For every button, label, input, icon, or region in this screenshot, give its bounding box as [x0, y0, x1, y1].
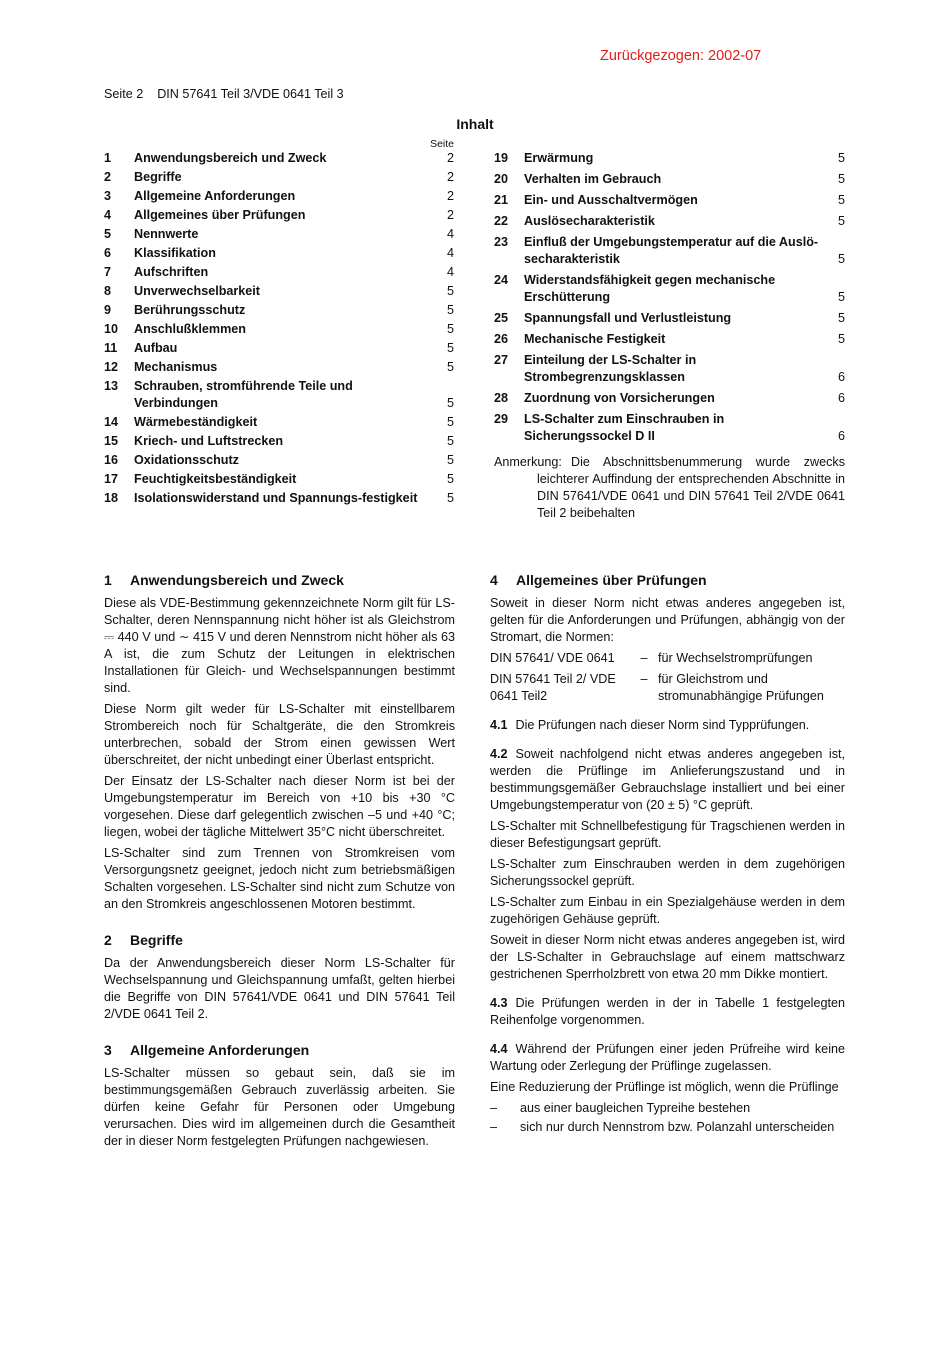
norm-dash: – — [640, 672, 648, 686]
toc-entry[interactable] — [104, 452, 454, 469]
toc-entry-number: 6 — [104, 246, 112, 260]
toc-entry-number: 16 — [104, 453, 119, 467]
toc-entry[interactable] — [104, 188, 454, 205]
list-bullet: – — [490, 1120, 498, 1134]
toc-entry-label: Aufschriften — [134, 265, 209, 279]
toc-entry[interactable] — [104, 169, 454, 186]
toc-entry-page: 6 — [837, 370, 845, 384]
norm-name: DIN 57641/ VDE 0641 — [490, 651, 615, 665]
toc-entry-number: 7 — [104, 265, 112, 279]
note-label: Anmerkung: — [494, 455, 562, 469]
toc-entry-number: 18 — [104, 491, 119, 505]
paragraph: Da der Anwendungsbereich dieser Norm LS-Schalter für Wechselspannung und Gleichspannung umfaßt, gelten hierbei die Begriffe von DIN 57641/VDE 0641 und DIN 57641 Teil 2/VDE 0641 Teil 2. — [104, 956, 455, 1021]
toc-entry[interactable] — [104, 414, 454, 431]
toc-entry-label: Aufbau — [134, 341, 178, 355]
paragraph: Diese Norm gilt weder für LS-Schalter mit einstellbarem Strombereich noch für Schaltgeräte, die den Stromkreis unterbrechen, sobald der Strom einen gewissen Wert überschreitet, der nicht unbedingt einer Überlast entspricht. — [104, 702, 455, 767]
toc-entry-label: Allgemeine Anforderungen — [134, 189, 296, 203]
norm-name: DIN 57641 Teil 2/ VDE 0641 Teil2 — [490, 672, 616, 703]
paragraph: LS-Schalter zum Einschrauben werden in dem zugehörigen Sicherungssockel geprüft. — [490, 857, 845, 888]
toc-entry[interactable] — [104, 359, 454, 376]
toc-entry-number: 22 — [494, 214, 509, 228]
toc-note — [494, 454, 845, 522]
toc-entry-page: 5 — [446, 434, 454, 448]
paragraph: LS-Schalter sind zum Trennen von Stromkreisen vom Versorgungsnetz geeignet, jedoch nicht zum betriebsmäßigen Schalten vorgesehen. LS-Schalter sind nicht zum Schutze von an den Stromkreis angeschlossenen Motoren bestimmt. — [104, 846, 455, 911]
toc-entry-number: 29 — [494, 412, 509, 426]
toc-entry-label: Allgemeines über Prüfungen — [134, 208, 306, 222]
toc-entry-number: 19 — [494, 151, 509, 165]
toc-entry-number: 26 — [494, 332, 509, 346]
subsection-number: 4.1 — [490, 718, 508, 732]
subsection-4-4 — [490, 1041, 845, 1075]
subsection-text: Die Prüfungen nach dieser Norm sind Typprüfungen. — [515, 718, 810, 732]
section-title: Begriffe — [130, 932, 183, 948]
list-item-text: sich nur durch Nennstrom bzw. Polanzahl unterscheiden — [520, 1120, 835, 1134]
paragraph: Soweit in dieser Norm nicht etwas anderes angegeben ist, wird der LS-Schalter in Gebrauchslage auf einem mattschwarz gestrichenen Sperrholzbrett von etwa 20 mm Dikke montiert. — [490, 933, 845, 981]
paragraph: LS-Schalter müssen so gebaut sein, daß sie im bestimmungsgemäßen Gebrauch zuverlässig arbeiten. Sie dürfen keine Gefahr für Personen oder Umgebung verursachen. Dies wird im allgemeinen durch die Gesamtheit der in dieser Norm festgelegten Prüfungen nachgewiesen. — [104, 1066, 455, 1148]
toc-entry-page: 5 — [446, 284, 454, 298]
list-item — [490, 1100, 845, 1117]
subsection-text: Die Prüfungen werden in der in Tabelle 1 festgelegten Reihenfolge vorgenommen. — [490, 996, 845, 1027]
toc-entry-number: 24 — [494, 273, 509, 287]
toc-entry[interactable] — [494, 411, 845, 445]
toc-entry-page: 5 — [446, 341, 454, 355]
toc-entry-label: Ein- und Ausschaltvermögen — [524, 193, 698, 207]
section-number: 4 — [490, 572, 498, 588]
toc-entry-label: Widerstandsfähigkeit gegen mechanische Erschütterung — [524, 273, 776, 304]
toc-entry-number: 1 — [104, 151, 112, 165]
toc-entry-label: Einfluß der Umgebungstemperatur auf die Auslö-secharakteristik — [524, 235, 819, 266]
right-text-column — [490, 571, 845, 1138]
toc-entry[interactable] — [104, 378, 454, 412]
paragraph: Diese als VDE-Bestimmung gekennzeichnete Norm gilt für LS-Schalter, deren Nennspannung nicht höher ist als Gleichstrom ⎓ 440 V und ∼ 415 V und deren Nennstrom nicht höher als 63 A ist, die zum Schutz der Leitungen in elektrischen Installationen für Gleich- und Wechselspannungen bestimmt sind. — [104, 596, 455, 695]
toc-entry-number: 27 — [494, 353, 509, 367]
norm-row — [490, 650, 845, 667]
toc-entry-label: Feuchtigkeitsbeständigkeit — [134, 472, 297, 486]
subsection-4-3 — [490, 995, 845, 1029]
toc-entry[interactable] — [494, 272, 845, 306]
toc-entry-number: 10 — [104, 322, 119, 336]
toc-entry-label: Anschlußklemmen — [134, 322, 246, 336]
toc-entry[interactable] — [104, 226, 454, 243]
toc-entry-page: 5 — [446, 322, 454, 336]
toc-entry[interactable] — [104, 321, 454, 338]
toc-entry-label: Einteilung der LS-Schalter in Strombegrenzungsklassen — [524, 353, 697, 384]
toc-entry-label: Mechanismus — [134, 360, 218, 374]
paragraph: LS-Schalter mit Schnellbefestigung für Tragschienen werden in dieser Befestigungsart geprüft. — [490, 819, 845, 850]
toc-entry[interactable] — [494, 150, 845, 167]
toc-entry-number: 3 — [104, 189, 112, 203]
toc-entry-label: Erwärmung — [524, 151, 594, 165]
toc-entry-number: 11 — [104, 341, 118, 355]
toc-title: Inhalt — [456, 116, 494, 132]
toc-entry-label: Oxidationsschutz — [134, 453, 239, 467]
toc-entry-page: 5 — [837, 332, 845, 346]
toc-entry[interactable] — [104, 283, 454, 300]
toc-entry-label: Schrauben, stromführende Teile und Verbindungen — [134, 379, 353, 410]
toc-entry-number: 20 — [494, 172, 509, 186]
section-title: Allgemeines über Prüfungen — [516, 572, 707, 588]
toc-entry[interactable] — [494, 213, 845, 230]
toc-entry[interactable] — [494, 192, 845, 209]
toc-entry-page: 5 — [837, 290, 845, 304]
section-number: 1 — [104, 572, 112, 588]
section-title: Anwendungsbereich und Zweck — [130, 572, 344, 588]
toc-entry[interactable] — [104, 207, 454, 224]
toc-entry[interactable] — [494, 390, 845, 407]
toc-entry-number: 5 — [104, 227, 112, 241]
toc-entry-page: 2 — [446, 151, 454, 165]
toc-entry-page: 5 — [446, 360, 454, 374]
subsection-4-1 — [490, 717, 845, 734]
toc-entry[interactable] — [104, 245, 454, 262]
toc-entry[interactable] — [494, 352, 845, 386]
left-text-column — [104, 571, 455, 1154]
toc-entry-label: Unverwechselbarkeit — [134, 284, 260, 298]
toc-entry-number: 14 — [104, 415, 119, 429]
toc-entry-number: 2 — [104, 170, 112, 184]
toc-entry-label: Kriech- und Luftstrecken — [134, 434, 284, 448]
toc-entry-label: Spannungsfall und Verlustleistung — [524, 311, 732, 325]
toc-entry-page: 5 — [837, 252, 845, 266]
toc-entry-page: 5 — [446, 303, 454, 317]
subsection-text: Soweit nachfolgend nicht etwas anderes angegeben ist, werden die Prüflinge im Anlieferungszustand und in bestimmungsgemäßer Gebrauchslage installiert und bei einer Umgebungstemperatur von (20 ± 5) °C geprüft. — [490, 747, 845, 812]
toc-entry-number: 28 — [494, 391, 509, 405]
toc-entry-label: Nennwerte — [134, 227, 199, 241]
toc-entry[interactable] — [104, 433, 454, 450]
list-item — [490, 1119, 845, 1136]
subsection-number: 4.3 — [490, 996, 508, 1010]
toc-entry-page: 5 — [446, 396, 454, 410]
withdrawn-notice: Zurückgezogen: 2002-07 — [600, 48, 762, 64]
section-title: Allgemeine Anforderungen — [130, 1042, 310, 1058]
section-number: 3 — [104, 1042, 112, 1058]
norm-desc: für Gleichstrom und stromunabhängige Prüfungen — [658, 672, 824, 703]
toc-entry-page: 5 — [837, 172, 845, 186]
toc-entry-label: LS-Schalter zum Einschrauben in Sicherungssockel D II — [524, 412, 725, 443]
toc-entry[interactable] — [494, 234, 845, 268]
toc-entry-number: 15 — [104, 434, 119, 448]
list-bullet: – — [490, 1101, 498, 1115]
toc-entry-label: Klassifikation — [134, 246, 216, 260]
norm-desc: für Wechselstromprüfungen — [658, 651, 813, 665]
norm-row — [490, 671, 845, 705]
section-heading — [104, 571, 455, 589]
toc-entry-page: 5 — [446, 415, 454, 429]
toc-entry-page: 2 — [446, 189, 454, 203]
section-heading — [104, 931, 455, 949]
toc-entry-page: 2 — [446, 170, 454, 184]
paragraph: LS-Schalter zum Einbau in ein Spezialgehäuse werden in dem zugehörigen Gehäuse geprüft. — [490, 895, 845, 926]
running-head: Seite 2 DIN 57641 Teil 3/VDE 0641 Teil 3 — [104, 87, 344, 101]
toc-entry-page: 5 — [446, 491, 454, 505]
toc-entry-number: 13 — [104, 379, 119, 393]
toc-entry-page: 5 — [837, 151, 845, 165]
toc-entry-label: Auslösecharakteristik — [524, 214, 655, 228]
subsection-number: 4.2 — [490, 747, 508, 761]
toc-entry-label: Isolationswiderstand und Spannungs-festigkeit — [134, 491, 418, 505]
norm-dash: – — [640, 651, 648, 665]
toc-entry-label: Begriffe — [134, 170, 182, 184]
section-heading — [490, 571, 845, 589]
toc-entry-number: 4 — [104, 208, 112, 222]
toc-right-column — [494, 150, 845, 449]
subsection-4-2 — [490, 746, 845, 814]
section-heading — [104, 1041, 455, 1059]
list-item-text: aus einer baugleichen Typreihe bestehen — [520, 1101, 751, 1115]
paragraph: Soweit in dieser Norm nicht etwas anderes angegeben ist, gelten für die Anforderungen und Prüfungen, abhängig von der Stromart, die Normen: — [490, 596, 845, 644]
toc-entry-label: Zuordnung von Vorsicherungen — [524, 391, 715, 405]
toc-entry-page: 4 — [446, 265, 454, 279]
toc-entry-label: Anwendungsbereich und Zweck — [134, 151, 327, 165]
toc-entry[interactable] — [104, 490, 454, 507]
toc-entry-page: 5 — [837, 214, 845, 228]
toc-entry-label: Wärmebeständigkeit — [134, 415, 258, 429]
toc-entry[interactable] — [104, 150, 454, 167]
toc-entry[interactable] — [494, 310, 845, 327]
toc-entry-page: 6 — [837, 391, 845, 405]
toc-entry-page: 5 — [446, 472, 454, 486]
toc-entry[interactable] — [104, 302, 454, 319]
toc-entry-page: 5 — [837, 193, 845, 207]
toc-page-column-label: Seite — [430, 138, 454, 150]
toc-entry-page: 4 — [446, 246, 454, 260]
toc-entry-number: 17 — [104, 472, 119, 486]
toc-entry-number: 23 — [494, 235, 509, 249]
paragraph: Der Einsatz der LS-Schalter nach dieser Norm ist bei der Umgebungstemperatur im Bereich von +10 bis +30 °C vorgesehen. Diese darf gelegentlich zwischen –5 und +40 °C; liegen, wobei der tägliche Mittelwert 35°C nicht überschreitet. — [104, 774, 455, 839]
toc-entry-page: 5 — [446, 453, 454, 467]
toc-entry-number: 21 — [494, 193, 509, 207]
section-number: 2 — [104, 932, 112, 948]
toc-entry-number: 12 — [104, 360, 119, 374]
toc-entry-label: Verhalten im Gebrauch — [524, 172, 662, 186]
toc-entry-number: 25 — [494, 311, 509, 325]
toc-entry-number: 8 — [104, 284, 112, 298]
toc-entry[interactable] — [104, 264, 454, 281]
paragraph: Eine Reduzierung der Prüflinge ist möglich, wenn die Prüflinge — [490, 1080, 839, 1094]
toc-entry[interactable] — [104, 471, 454, 488]
toc-entry-page: 2 — [446, 208, 454, 222]
toc-entry-page: 6 — [837, 429, 845, 443]
toc-entry-page: 5 — [837, 311, 845, 325]
toc-entry[interactable] — [104, 340, 454, 357]
toc-entry-label: Mechanische Festigkeit — [524, 332, 666, 346]
note-text: Die Abschnittsbenummerung wurde zwecks leichterer Auffindung der entsprechenden Abschnitte in DIN 57641/VDE 0641 und DIN 57641 Teil 2/VDE 0641 Teil 2 beibehalten — [537, 455, 845, 520]
toc-entry-label: Berührungsschutz — [134, 303, 246, 317]
toc-entry[interactable] — [494, 331, 845, 348]
subsection-text: Während der Prüfungen einer jeden Prüfreihe wird keine Wartung oder Zerlegung der Prüflinge zugelassen. — [490, 1042, 845, 1073]
toc-entry-page: 4 — [446, 227, 454, 241]
toc-entry-number: 9 — [104, 303, 112, 317]
toc-entry[interactable] — [494, 171, 845, 188]
subsection-number: 4.4 — [490, 1042, 508, 1056]
toc-left-column — [104, 150, 454, 509]
